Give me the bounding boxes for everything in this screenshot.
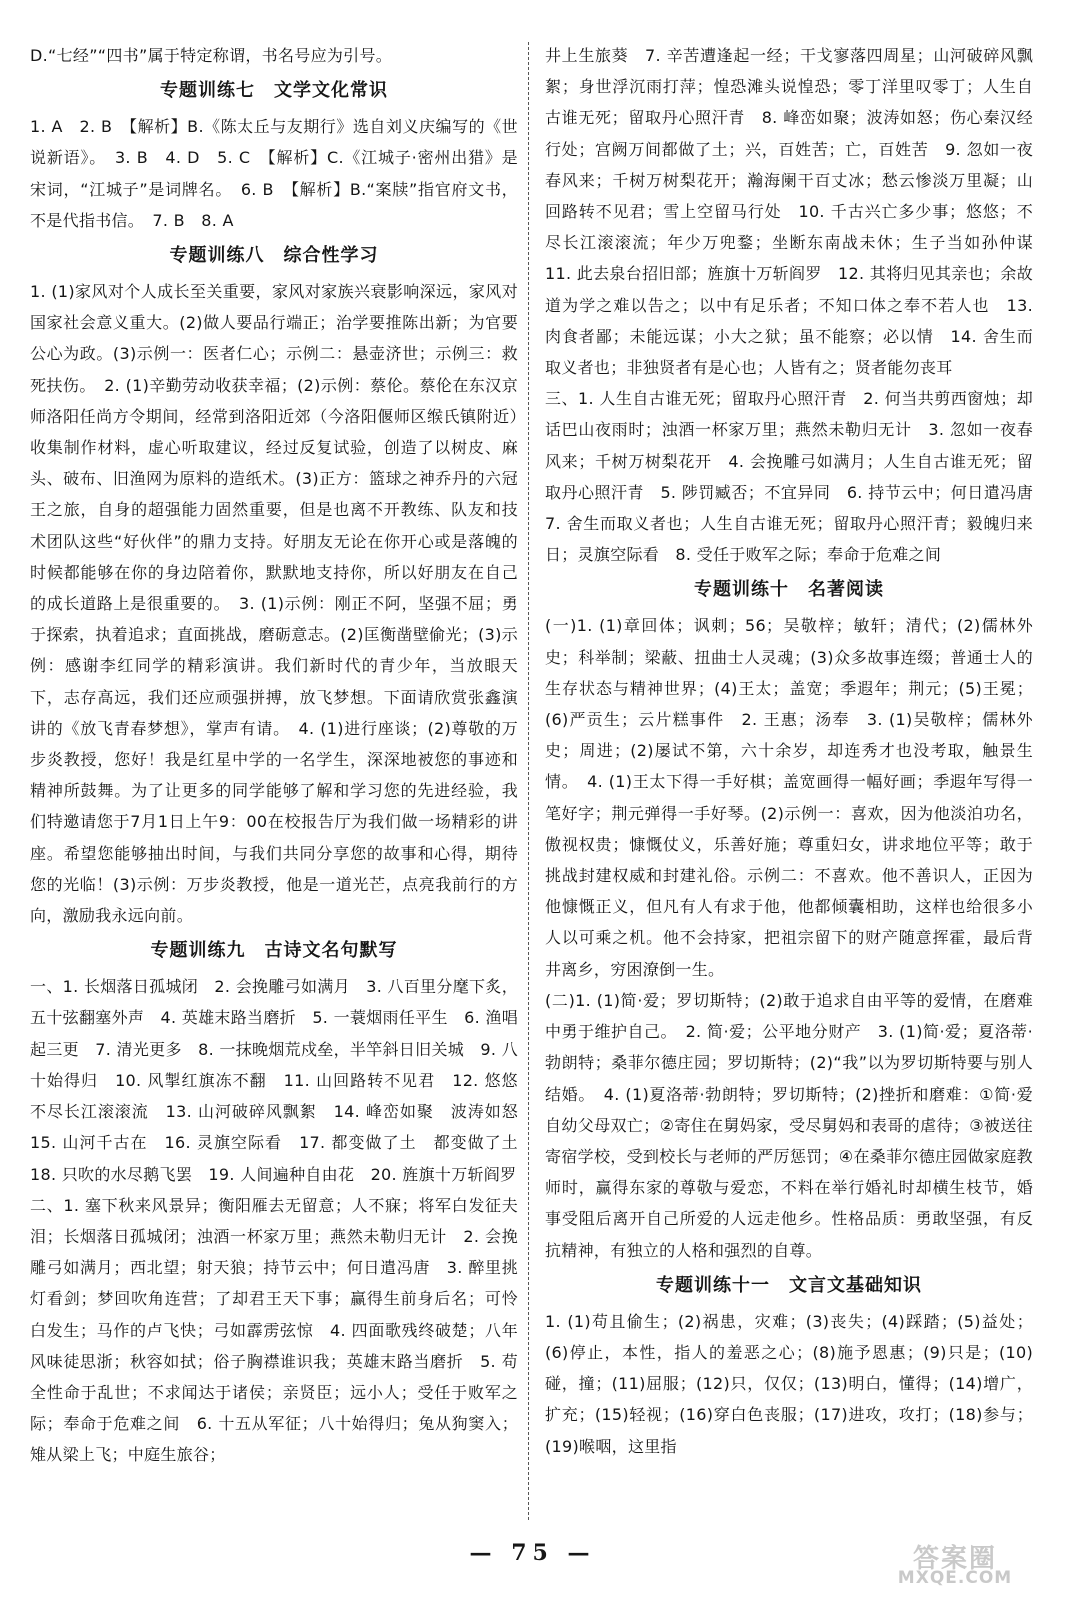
column-divider (528, 42, 529, 1520)
section-heading-10: 专题训练十 名著阅读 (694, 579, 884, 601)
site-watermark (860, 1530, 1050, 1592)
section-7-answers: 1. A 2. B 【解析】B.《陈太丘与友期行》选自刘义庆编写的《世说新语》。 3. B 4. D 5. C 【解析】C.《江城子·密州出猎》是宋词，“江城子”是词牌名。 6. B 【解析】B.“案牍”指官府文书，不是代指书信。 7. B 8. A (30, 117, 518, 230)
section-heading-11: 专题训练十一 文言文基础知识 (656, 1274, 922, 1296)
section-9-part-3: 三、1. 人生自古谁无死；留取丹心照汗青 2. 何当共剪西窗烛；却话巴山夜雨时；浊酒一杯家万里；燕然未勒归无计 3. 忽如一夜春风来；千树万树梨花开 4. 会挽雕弓如满月；人生自古谁无死；留取丹心照汗青 5. 陟罚臧否；不宜异同 6. 持节云中；何日遣冯唐 7. 舍生而取义者也；人生自古谁无死；留取丹心照汗青；毅魄归来日；灵旗空际看 8. 受任于败军之际；奉命于危难之间 (545, 389, 1050, 565)
watermark-brand: 答案圈 (912, 1544, 997, 1574)
carryover-paragraph: D.“七经”“四书”属于特定称谓，书名号应为引号。 (30, 46, 393, 65)
section-9-part-2: 二、1. 塞下秋来风景异；衡阳雁去无留意；人不寐；将军白发征夫泪；长烟落日孤城闭；浊酒一杯家万里；燕然未勒归无计 2. 会挽雕弓如满月；西北望；射天狼；持节云中；何日遣冯唐 3. 醉里挑灯看剑；梦回吹角连营；了却君王天下事；赢得生前身后名；可怜白发生；马作的卢飞快；弓如霹雳弦惊 4. 四面歌残终破楚；八年风味徒思浙；秋容如拭；俗子胸襟谁识我；英雄末路当磨折 5. 苟全性命于乱世；不求闻达于诸侯；亲贤臣；远小人；受任于败军之际；奉命于危难之间 6. 十五从军征；八十始得归；兔从狗窦入；雉从梁上飞；中庭生旅谷； (30, 1195, 518, 1465)
right-column (545, 40, 1050, 1462)
page-number: — 75 — (469, 1540, 596, 1566)
left-column (30, 40, 535, 1471)
section-9-part-1: 一、1. 长烟落日孤城闭 2. 会挽雕弓如满月 3. 八百里分麾下炙，五十弦翻塞外声 4. 英雄末路当磨折 5. 一蓑烟雨任平生 6. 渔唱起三更 7. 清光更多 8. 一抹晚烟荒戍垒，半竿斜日旧关城 9. 八十始得归 10. 风掣红旗冻不翻 11. 山回路转不见君 12. 悠悠 不尽长江滚滚流 13. 山河破碎风飘絮 14. 峰峦如聚 波涛如怒 15. 山河千古在 16. 灵旗空际看 17. 都变做了土 都变做了土 18. 只吹的水尽鹅飞罢 19. 人间遍种自由花 20. 旌旗十万斩阎罗 (30, 977, 535, 1184)
section-10-part-1: (一)1. (1)章回体；讽刺；56；吴敬梓；敏轩；清代；(2)儒林外史；科举制；梁蔽、扭曲士人灵魂；(3)众多故事连缀；普通士人的生存状态与精神世界；(4)王太；盖宽；季遐年；荆元；(5)王冕；(6)严贡生；云片糕事件 2. 王惠；汤奉 3. (1)吴敬梓；儒林外史；周进；(2)屡试不第，六十余岁，却连秀才也没考取，触景生情。 4. (1)王太下得一手好棋；盖宽画得一幅好画；季遐年写得一笔好字；荆元弹得一手好琴。(2)示例一：喜欢，因为他淡泊功名，傲视权贵；慷慨仗义，乐善好施；尊重妇女，讲求地位平等；敢于挑战封建权威和封建礼俗。示例二：不喜欢。他不善识人，正因为他慷慨正义，但凡有人有求于他，他都倾囊相助，这样也给很多小人以可乘之机。他不会持家，把祖宗留下的财产随意挥霍，最后背井离乡，穷困潦倒一生。 (545, 616, 1033, 979)
section-heading-7: 专题训练七 文学文化常识 (160, 80, 388, 102)
section-10-part-2: (二)1. (1)简·爱；罗切斯特；(2)敢于追求自由平等的爱情，在磨难中勇于维护自己。 2. 简·爱；公平地分财产 3. (1)简·爱；夏洛蒂·勃朗特；桑菲尔德庄园；罗切斯特；(2)“我”以为罗切斯特要与别人结婚。 4. (1)夏洛蒂·勃朗特；罗切斯特；(2)挫折和磨难：①简·爱自幼父母双亡；②寄住在舅妈家，受尽舅妈和表哥的虐待；③被送往寄宿学校，受到校长与老师的严厉惩罚；④在桑菲尔德庄园做家庭教师时，赢得东家的尊敬与爱恋，不料在举行婚礼时却横生枝节，婚事受阻后离开自己所爱的人远走他乡。性格品质：勇敢坚强，有反抗精神，有独立的人格和强烈的自尊。 (545, 990, 1033, 1260)
section-heading-8: 专题训练八 综合性学习 (169, 245, 379, 267)
watermark-url: MXQE.COM (897, 1568, 1013, 1588)
section-9-part-2-continued: 井上生旅葵 7. 辛苦遭逢起一经；干戈寥落四周星；山河破碎风飘絮；身世浮沉雨打萍；惶恐滩头说惶恐；零丁洋里叹零丁；人生自古谁无死；留取丹心照汗青 8. 峰峦如聚；波涛如怒；伤心秦汉经行处；宫阙万间都做了土；兴，百姓苦；亡，百姓苦 9. 忽如一夜春风来；千树万树梨花开；瀚海阑干百丈冰；愁云惨淡万里凝；山回路转不见君；雪上空留马行处 10. 千古兴亡多少事；悠悠；不尽长江滚滚流；年少万兜鍪；坐断东南战未休；生子当如孙仲谋 11. 此去泉台招旧部；旌旗十万斩阎罗 12. 其将归见其亲也；余故道为学之难以告之；以中有足乐者；不知口体之奉不若人也 13. 肉食者鄙；未能远谋；小大之狱；虽不能察；必以情 14. 舍生而取义者也；非独贤者有是心也；人皆有之；贤者能勿丧耳 (545, 46, 1050, 378)
section-8-answers: 1. (1)家风对个人成长至关重要，家风对家族兴衰影响深远，家风对国家社会意义重大。(2)做人要品行端正；治学要推陈出新；为官要公心为政。(3)示例一：医者仁心；示例二：悬壶济世；示例三：救死扶伤。 2. (1)辛勤劳动收获幸福；(2)示例：蔡伦。蔡伦在东汉京师洛阳任尚方令期间，经常到洛阳近郊（今洛阳偃师区缑氏镇附近）收集制作材料，虚心听取建议，经过反复试验，创造了以树皮、麻头、破布、旧渔网为原料的造纸术。(3)正方：篮球之神乔丹的六冠王之旅，自身的超强能力固然重要，但是也离不开教练、队友和技术团队这些“好伙伴”的鼎力支持。好朋友无论在你开心或是落魄的时候都能够在你的身边陪着你，默默地支持你，所以好朋友在自己的成长道路上是很重要的。 3. (1)示例：刚正不阿，坚强不屈；勇于探索，执着追求；直面挑战，磨砺意志。(2)匡衡凿壁偷光；(3)示例：感谢李红同学的精彩演讲。我们新时代的青少年，当放眼天下，志存高远，我们还应顽强拼搏，放飞梦想。下面请欣赏张鑫演讲的《放飞青春梦想》，掌声有请。 4. (1)进行座谈；(2)尊敬的万步炎教授，您好！我是红星中学的一名学生，深深地被您的事迹和精神所鼓舞。为了让更多的同学能够了解和学习您的先进经验，我们特邀请您于7月1日上午9：00在校报告厅为我们做一场精彩的讲座。希望您能够抽出时间，与我们共同分享您的故事和心得，期待您的光临！(3)示例：万步炎教授，他是一道光芒，点亮我前行的方向，激励我永远向前。 (30, 282, 518, 926)
section-11-answers: 1. (1)苟且偷生；(2)祸患，灾难；(3)丧失；(4)踩踏；(5)益处；(6)停止，本性，指人的羞恶之心；(8)施予恩惠；(9)只是；(10)碰，撞；(11)屈服；(12)只，仅仅；(13)明白，懂得；(14)增广，扩充；(15)轻视；(16)穿白色丧服；(17)进攻，攻打；(18)参与；(19)喉咽，这里指 (545, 1311, 1033, 1456)
section-heading-9: 专题训练九 古诗文名句默写 (150, 940, 398, 962)
